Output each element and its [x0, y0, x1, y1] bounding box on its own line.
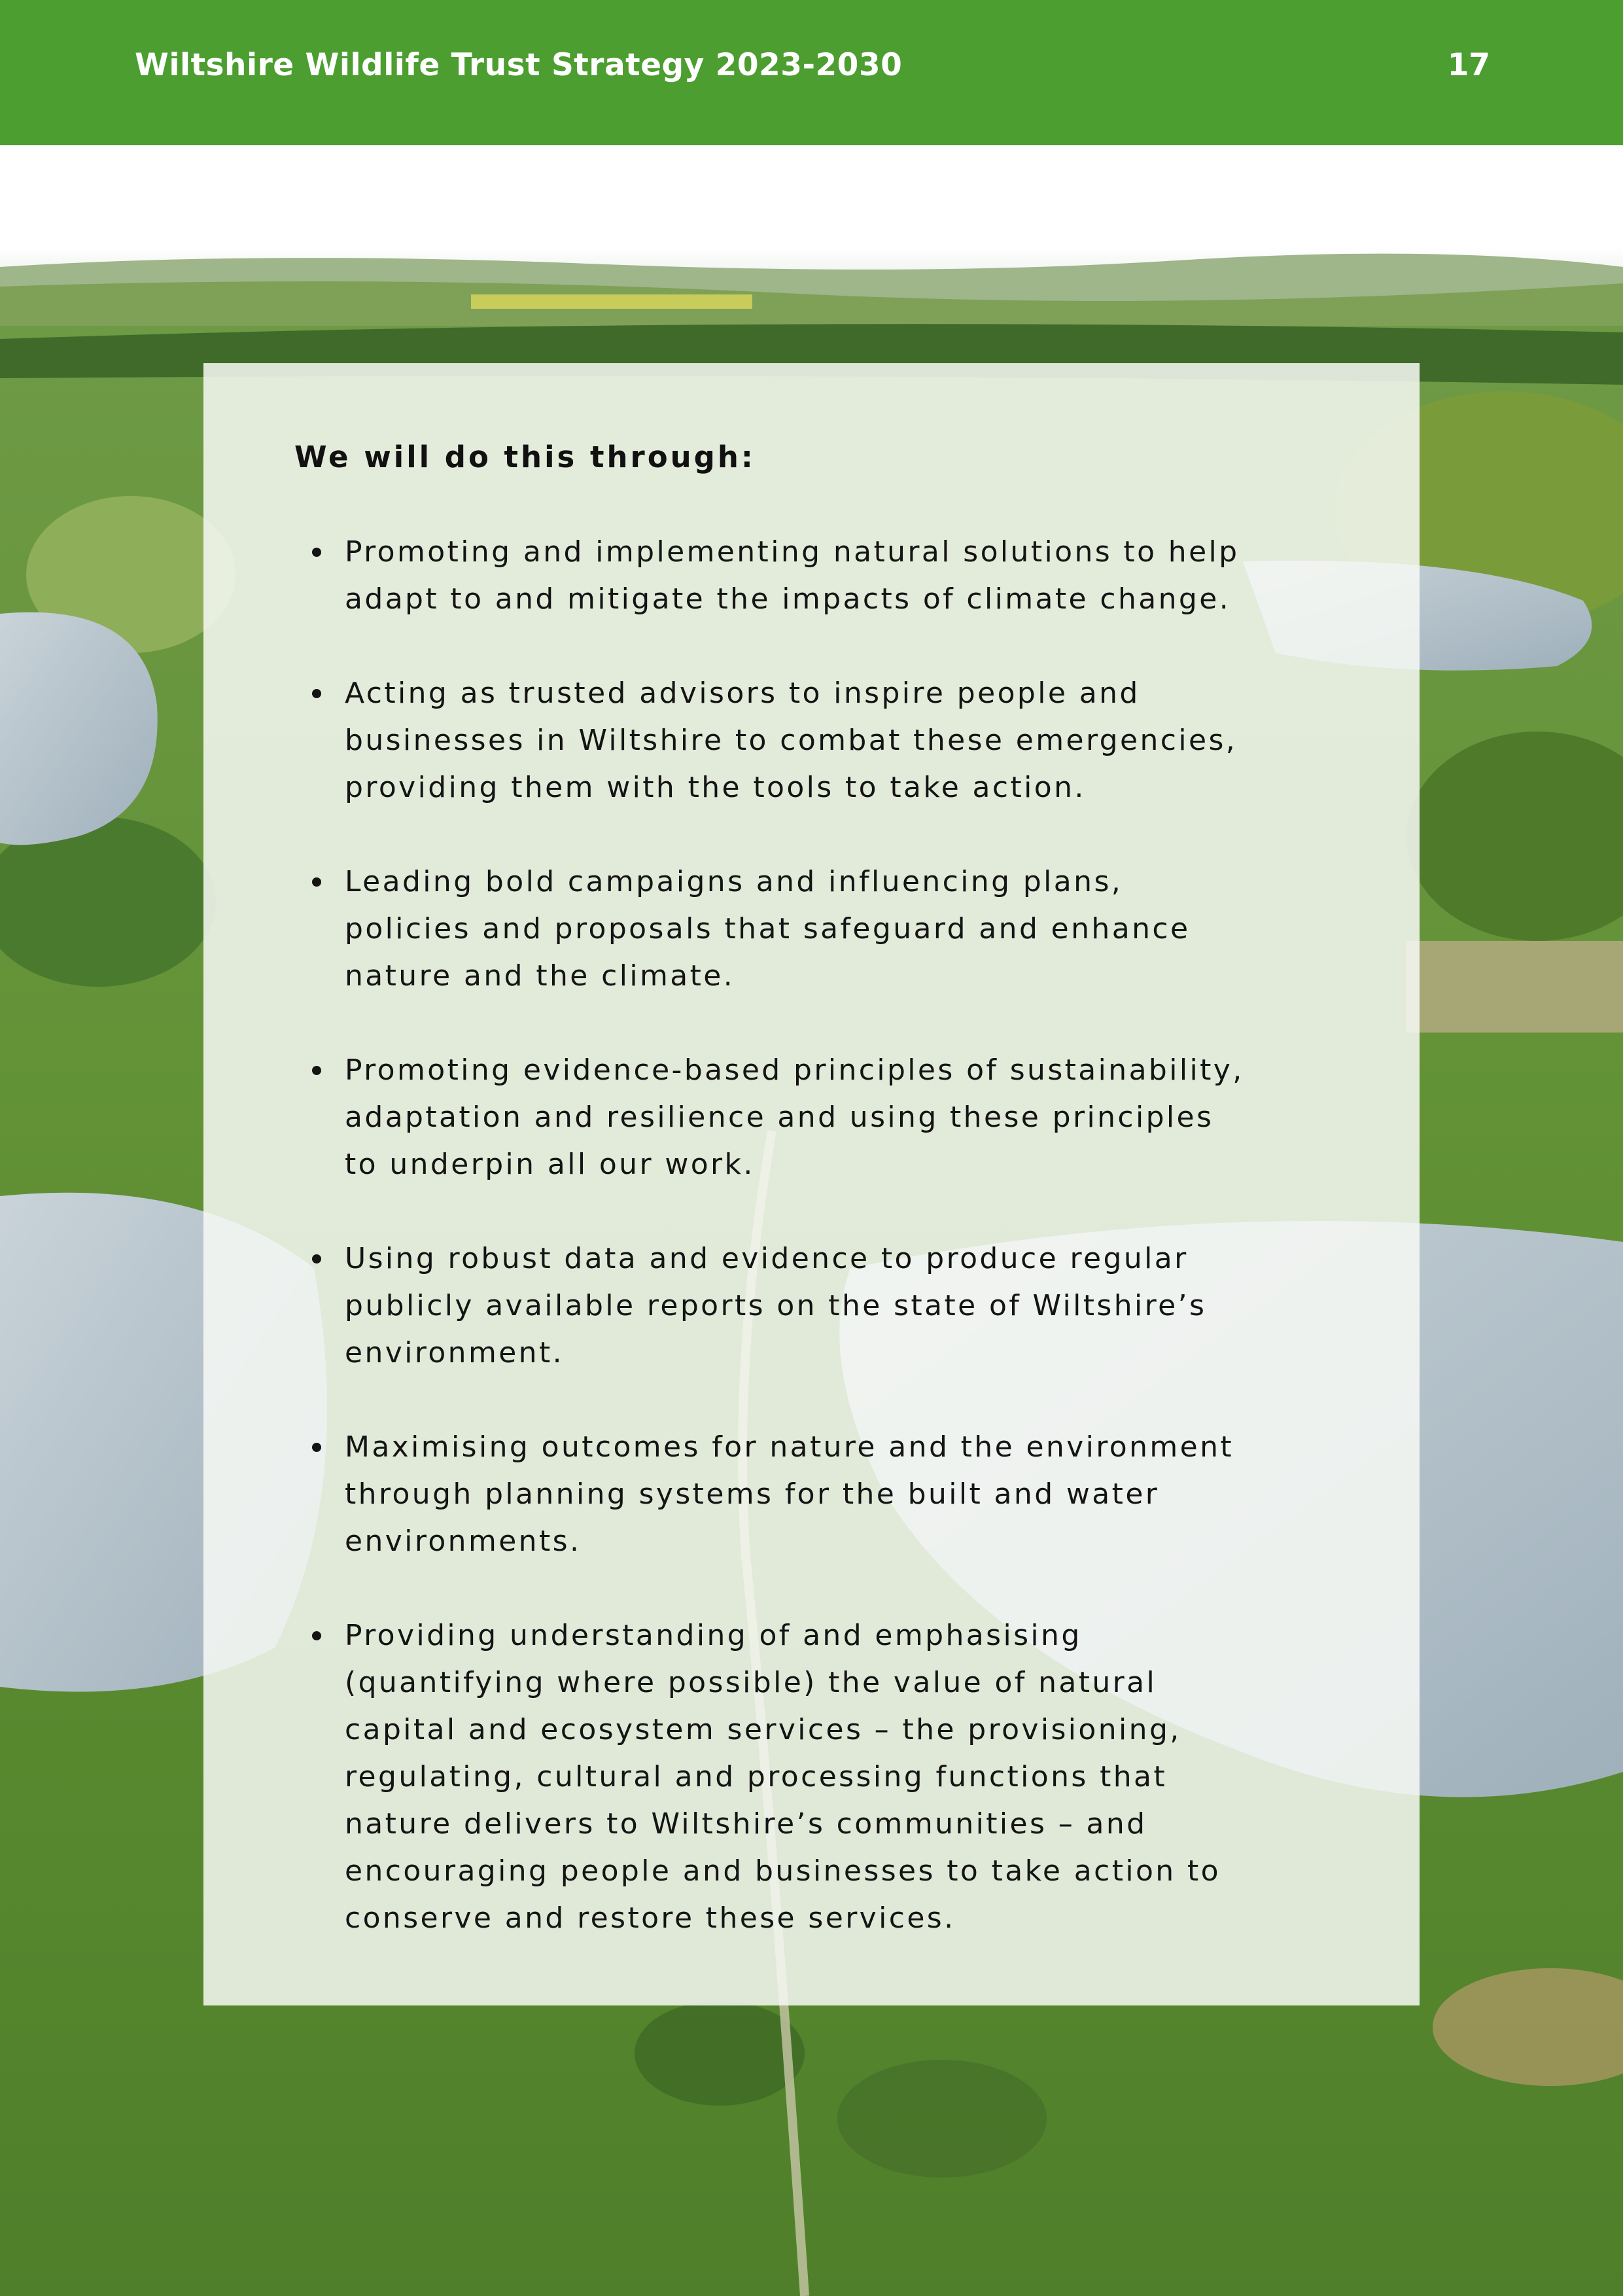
header-bar — [0, 0, 1623, 145]
document-title: Wiltshire Wildlife Trust Strategy 2023-2030 — [135, 47, 903, 83]
bullet-list — [345, 529, 1339, 1989]
list-item: Promoting and implementing natural solutions to help adapt to and mitigate the impacts of climate change. — [345, 529, 1339, 623]
page-number: 17 — [1447, 47, 1490, 83]
list-item: Promoting evidence-based principles of sustainability, adaptation and resilience and using these principles to underpin all our work. — [345, 1047, 1339, 1188]
list-item: Providing understanding of and emphasising (quantifying where possible) the value of natural capital and ecosystem services – the provisioning, regulating, cultural and processing functions that nature delivers to Wiltshire’s communities – and encouraging people and businesses to take action to conserve and restore these services. — [345, 1612, 1339, 1942]
list-item: Maximising outcomes for nature and the environment through planning systems for the built and water environments. — [345, 1424, 1339, 1565]
section-intro: We will do this through: — [294, 440, 756, 474]
list-item: Leading bold campaigns and influencing plans, policies and proposals that safeguard and enhance nature and the climate. — [345, 858, 1339, 1000]
list-item: Acting as trusted advisors to inspire people and businesses in Wiltshire to combat these emergencies, providing them with the tools to take action. — [345, 670, 1339, 811]
list-item: Using robust data and evidence to produce regular publicly available reports on the state of Wiltshire’s environment. — [345, 1235, 1339, 1377]
